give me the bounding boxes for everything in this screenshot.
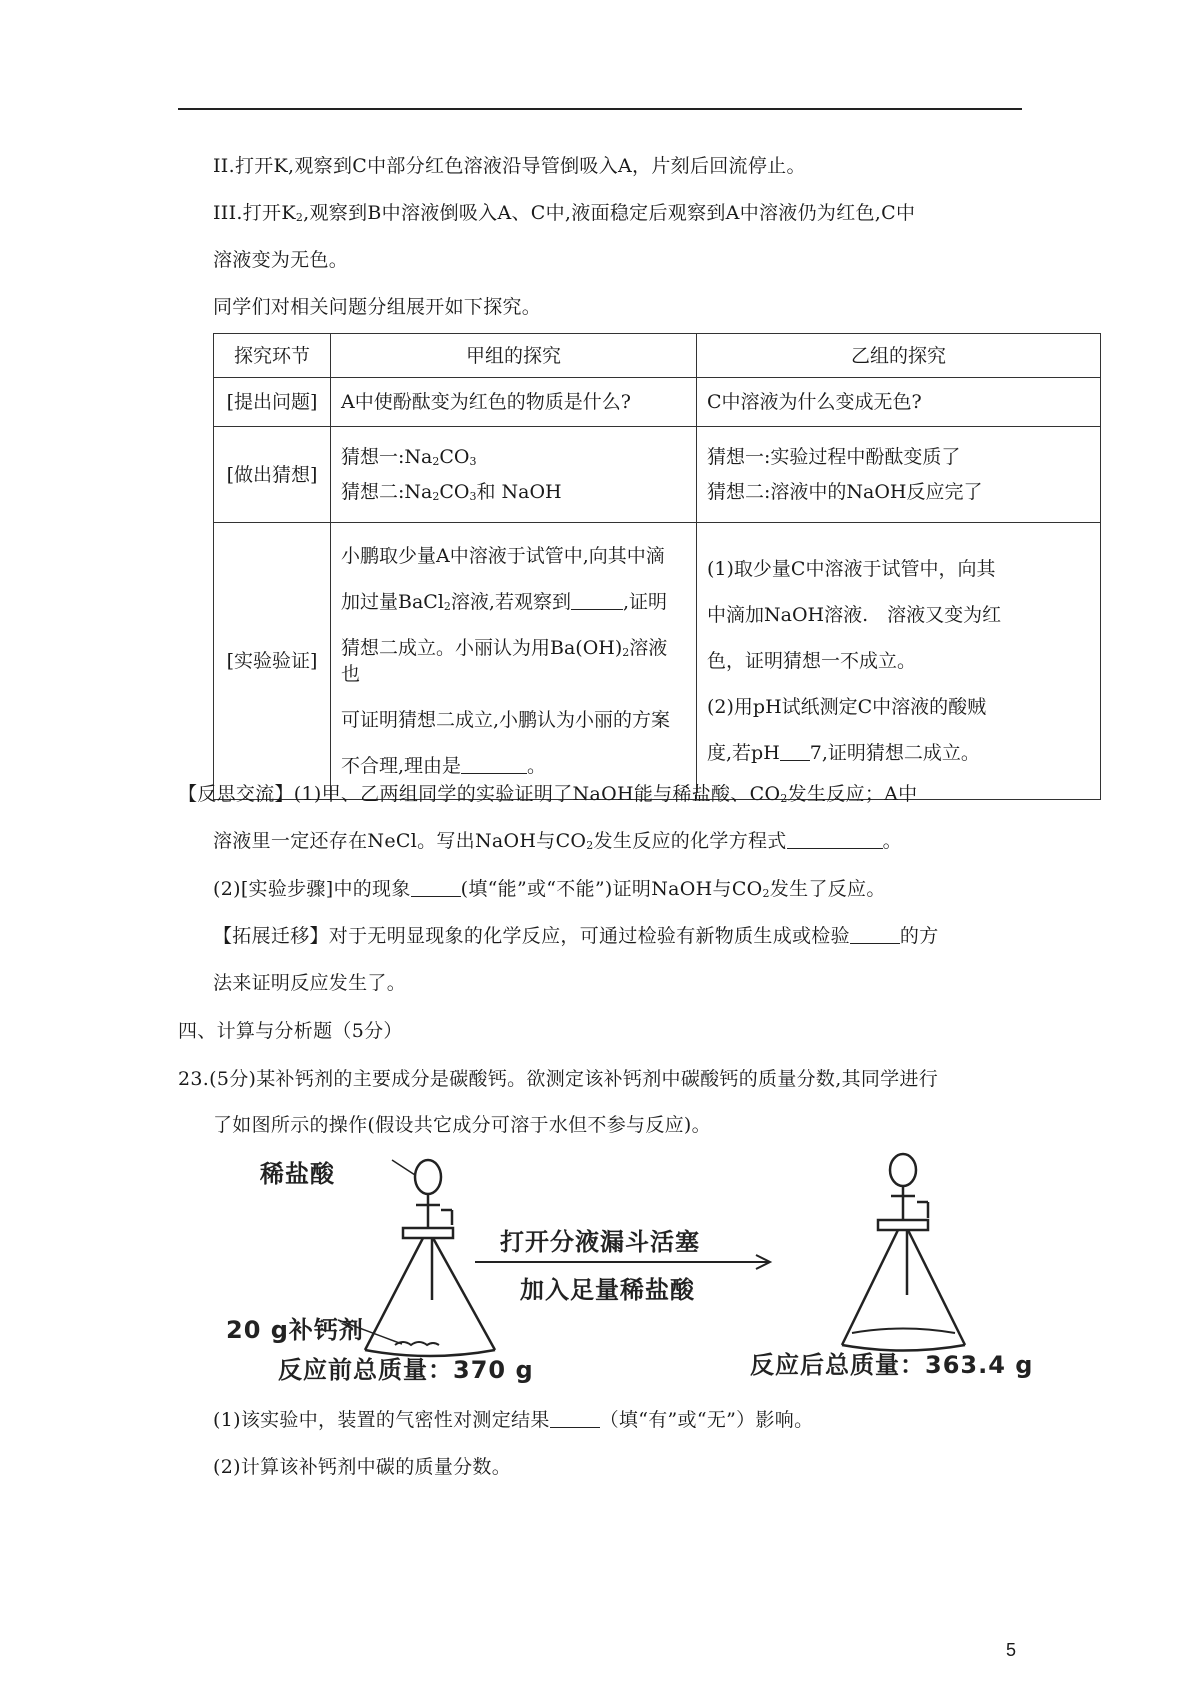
table-row-question bbox=[214, 378, 1101, 427]
intro-text: 同学们对相关问题分组展开如下探究。 bbox=[213, 296, 542, 318]
verify-jia: 小鹏取少量A中溶液于试管中,向其中滴 加过量BaCl$_2$溶液,若观察到 ,证明 猜想二成立。小丽认为用$Ba(OH)_2$溶液也 可证明猜想二成立,小鹏认为小丽的方案 不合理,理由是 。 bbox=[331, 523, 697, 800]
header-rule bbox=[178, 108, 1022, 110]
mass-after-label: 反应后总质量：363.4 g bbox=[750, 1351, 1034, 1379]
header-group-jia: 甲组的探究 bbox=[331, 334, 697, 378]
extension-line-2: 法来证明反应发生了。 bbox=[213, 972, 407, 994]
question-23-line-1: 23.(5分)某补钙剂的主要成分是碳酸钙。欲测定该补钙剂中碳酸钙的质量分数,其同学进行 bbox=[178, 1068, 939, 1090]
inquiry-table bbox=[213, 333, 1101, 800]
sub-question-1: (1)该实验中，装置的气密性对测定结果 （填“有”或“无”）影响。 bbox=[213, 1409, 814, 1431]
step-3-text: III.打开$K_2$,观察到B中溶液倒吸入A、C中,液面稳定后观察到A中溶液仍为红色,C中 bbox=[213, 202, 916, 224]
table-row-verify bbox=[214, 523, 1101, 800]
answer-blank[interactable] bbox=[461, 755, 527, 774]
mass-before-label: 反应前总质量：370 g bbox=[278, 1356, 534, 1384]
label-verify: [实验验证] bbox=[214, 523, 331, 800]
reflection-line-1: 【反思交流】(1)甲、乙两组同学的实验证明了NaOH能与稀盐酸、$CO_2$发生反应；A中 bbox=[178, 783, 918, 805]
guess-jia: 猜想一$:Na_2CO_3$ 猜想二$:Na_2CO_3$和 NaOH bbox=[331, 427, 697, 523]
step-2-text: II.打开K,观察到C中部分红色溶液沿导管倒吸入A，片刻后回流停止。 bbox=[213, 155, 806, 177]
answer-blank[interactable] bbox=[571, 591, 623, 610]
question-yi: C中溶液为什么变成无色? bbox=[697, 378, 1101, 427]
label-guess: [做出猜想] bbox=[214, 427, 331, 523]
label-question: [提出问题] bbox=[214, 378, 331, 427]
question-jia: A中使酚酞变为红色的物质是什么? bbox=[331, 378, 697, 427]
header-stage: 探究环节 bbox=[214, 334, 331, 378]
guess-yi: 猜想一:实验过程中酚酞变质了 猜想二:溶液中的NaOH反应完了 bbox=[697, 427, 1101, 523]
table-header-row bbox=[214, 334, 1101, 378]
question-23-line-2: 了如图所示的操作(假设共它成分可溶于水但不参与反应)。 bbox=[213, 1114, 711, 1136]
header-group-yi: 乙组的探究 bbox=[697, 334, 1101, 378]
table-row-guess bbox=[214, 427, 1101, 523]
acid-label: 稀盐酸 bbox=[260, 1160, 335, 1188]
step-3-continued: 溶液变为无色。 bbox=[213, 249, 349, 271]
answer-blank[interactable] bbox=[411, 878, 461, 897]
answer-blank[interactable] bbox=[780, 742, 810, 761]
experiment-figure bbox=[220, 1150, 1050, 1384]
page-number: 5 bbox=[1006, 1640, 1017, 1660]
verify-yi: (1)取少量C中溶液于试管中，向其 中滴加NaOH溶液. 溶液又变为红 色，证明猜想一不成立。 (2)用pH试纸测定C中溶液的酸贼 度,若pH 7,证明猜想二成立。 bbox=[697, 523, 1101, 800]
arrow-top-label: 打开分液漏斗活塞 bbox=[500, 1228, 700, 1256]
arrow-bottom-label: 加入足量稀盐酸 bbox=[520, 1276, 695, 1304]
reflection-line-3: (2)[实验步骤]中的现象 (填“能”或“不能”)证明NaOH与$CO_2$发生了反应。 bbox=[213, 878, 886, 900]
extension-line-1: 【拓展迁移】对于无明显现象的化学反应，可通过检验有新物质生成或检验 的方 bbox=[213, 925, 939, 947]
reflection-line-2: 溶液里一定还存在NeCl。写出NaOH与$CO_2$发生反应的化学方程式 。 bbox=[213, 830, 902, 852]
section-heading: 四、计算与分析题（5分） bbox=[178, 1020, 403, 1042]
answer-blank[interactable] bbox=[787, 830, 883, 849]
answer-blank[interactable] bbox=[550, 1409, 600, 1428]
sub-question-2: (2)计算该补钙剂中碳的质量分数。 bbox=[213, 1456, 512, 1478]
sample-label: 20 g补钙剂 bbox=[226, 1316, 364, 1344]
answer-blank[interactable] bbox=[850, 925, 900, 944]
